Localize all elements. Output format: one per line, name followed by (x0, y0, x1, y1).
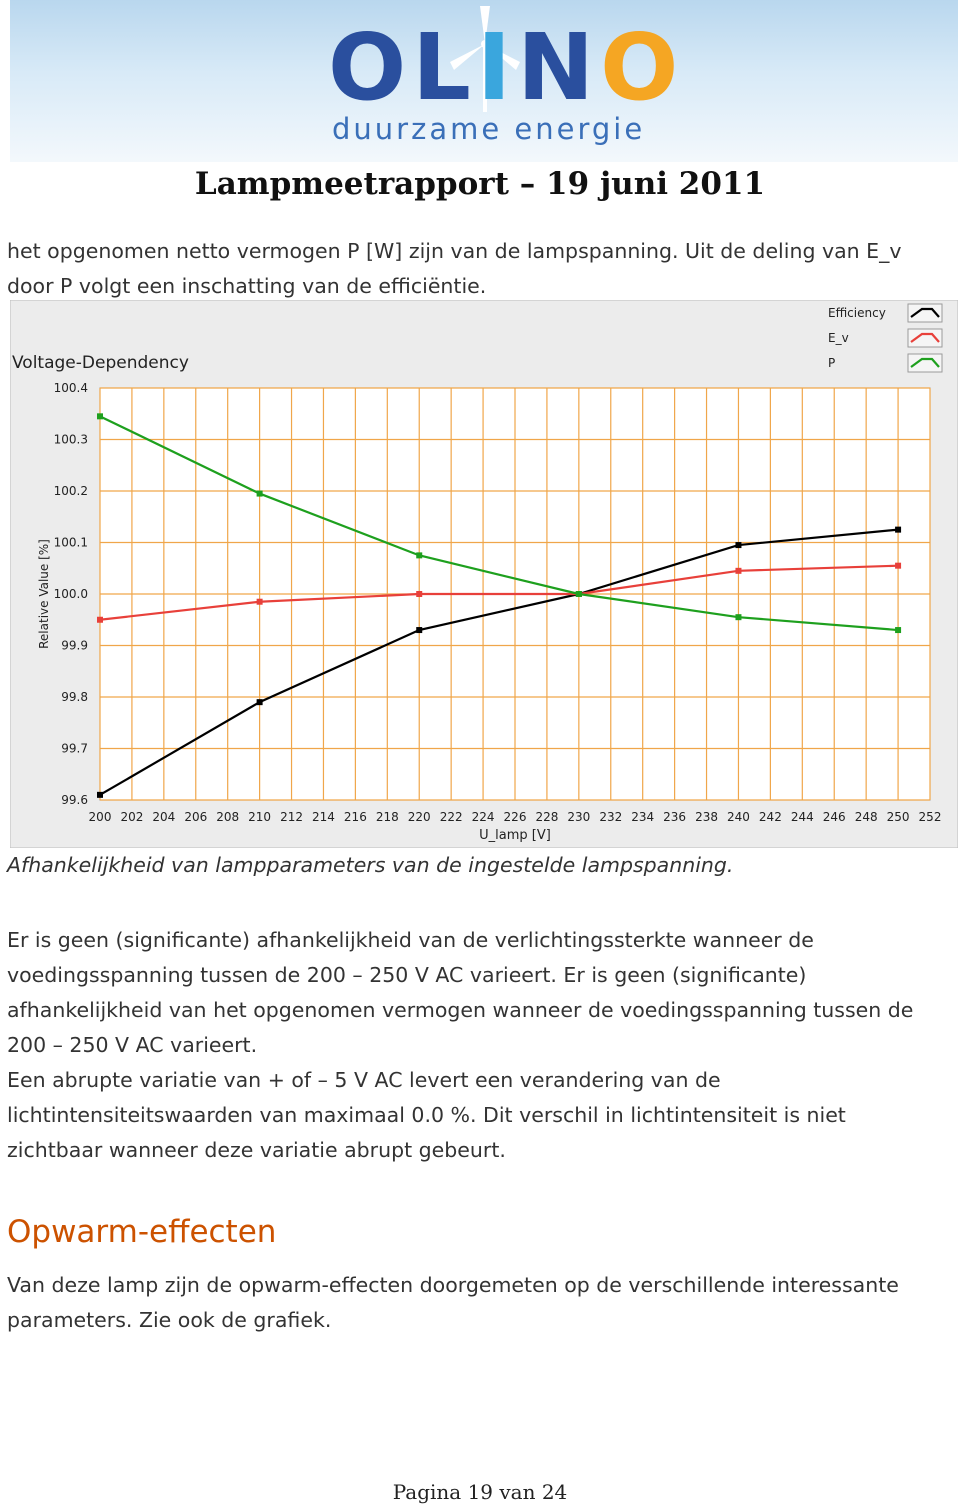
header-banner (10, 0, 958, 162)
voltage-dependency-chart (10, 300, 958, 848)
y-tick-label: 99.6 (61, 793, 88, 807)
x-tick-label: 206 (184, 810, 208, 824)
data-point (416, 627, 422, 633)
data-point (257, 491, 263, 497)
x-tick-label: 222 (439, 810, 463, 824)
x-tick-label: 228 (535, 810, 559, 824)
data-point (895, 563, 901, 569)
x-tick-label: 232 (599, 810, 623, 824)
y-tick-label: 100.3 (53, 432, 88, 447)
x-tick-label: 208 (216, 810, 240, 824)
x-tick-label: 216 (343, 810, 367, 824)
x-tick-label: 224 (471, 810, 495, 824)
data-point (257, 599, 263, 605)
body-paragraph: Er is geen (significante) afhankelijkheid van de verlichtingssterkte wanneer de voedingsspanning tussen de 200 – 250 V AC varieert. Er is geen (significante) afhankelijkheid van het opgenomen vermogen wanneer de voedingsspanning tussen de 200 – 250 V AC varieert. Een abrupte variatie van + of – 5 V AC levert een verandering van de lichtintensiteitswaarden van maximaal 0.0 %. Dit verschil in lichtintensiteit is niet zichtbaar wanneer deze variatie abrupt gebeurt. (7, 928, 914, 1162)
data-point (97, 413, 103, 419)
data-point (97, 792, 103, 798)
olino-logo: OLINO (328, 14, 685, 121)
y-tick-label: 99.7 (61, 741, 88, 756)
data-point (895, 527, 901, 533)
x-tick-label: 220 (407, 810, 431, 824)
section-heading: Opwarm-effecten (7, 1214, 277, 1250)
x-tick-label: 236 (663, 810, 687, 824)
chart-title: Voltage-Dependency (12, 353, 189, 373)
x-tick-label: 242 (758, 810, 782, 824)
legend-label: Efficiency (828, 306, 886, 320)
y-tick-label: 99.9 (61, 638, 88, 653)
logo-tagline: duurzame energie (332, 112, 646, 146)
x-tick-label: 230 (567, 810, 591, 824)
data-point (735, 568, 741, 574)
x-tick-label: 202 (120, 810, 144, 824)
legend-label: P (828, 356, 836, 370)
data-point (735, 542, 741, 548)
x-axis-label: U_lamp [V] (479, 828, 551, 843)
x-tick-label: 238 (695, 810, 718, 824)
x-tick-label: 214 (312, 810, 335, 824)
data-point (895, 627, 901, 633)
x-tick-label: 210 (248, 810, 272, 824)
y-tick-label: 100.0 (53, 587, 88, 601)
data-point (735, 614, 741, 620)
x-tick-label: 226 (503, 810, 527, 824)
x-tick-label: 240 (727, 810, 750, 824)
y-tick-label: 100.4 (53, 381, 88, 395)
intro-paragraph: het opgenomen netto vermogen P [W] zijn van de lampspanning. Uit de deling van E_v door P volgt een inschatting van de efficiëntie. (7, 239, 902, 298)
y-tick-label: 99.8 (61, 690, 88, 704)
x-tick-label: 200 (88, 810, 112, 824)
x-tick-label: 204 (152, 810, 176, 824)
data-point (576, 591, 582, 597)
x-tick-label: 218 (375, 810, 399, 824)
x-tick-label: 244 (790, 810, 814, 824)
data-point (97, 617, 103, 623)
page-footer: Pagina 19 van 24 (392, 1480, 568, 1504)
y-tick-label: 100.1 (53, 535, 88, 550)
report-title: Lampmeetrapport – 19 juni 2011 (194, 166, 766, 202)
x-tick-label: 250 (886, 810, 910, 824)
chart-caption: Afhankelijkheid van lampparameters van de ingestelde lampspanning. (7, 853, 734, 877)
data-point (257, 699, 263, 705)
data-point (416, 552, 422, 558)
x-tick-label: 234 (631, 810, 655, 824)
x-tick-label: 248 (854, 810, 878, 824)
y-axis-label: Relative Value [%] (37, 539, 51, 649)
y-tick-label: 100.2 (53, 484, 88, 498)
section-paragraph: Van deze lamp zijn de opwarm-effecten doorgemeten op de verschillende interessante parameters. Zie ook de grafiek. (7, 1273, 899, 1332)
legend-label: E_v (828, 331, 849, 345)
x-tick-label: 246 (822, 810, 846, 824)
x-tick-label: 212 (280, 810, 303, 824)
data-point (416, 591, 422, 597)
x-tick-label: 252 (918, 810, 942, 824)
